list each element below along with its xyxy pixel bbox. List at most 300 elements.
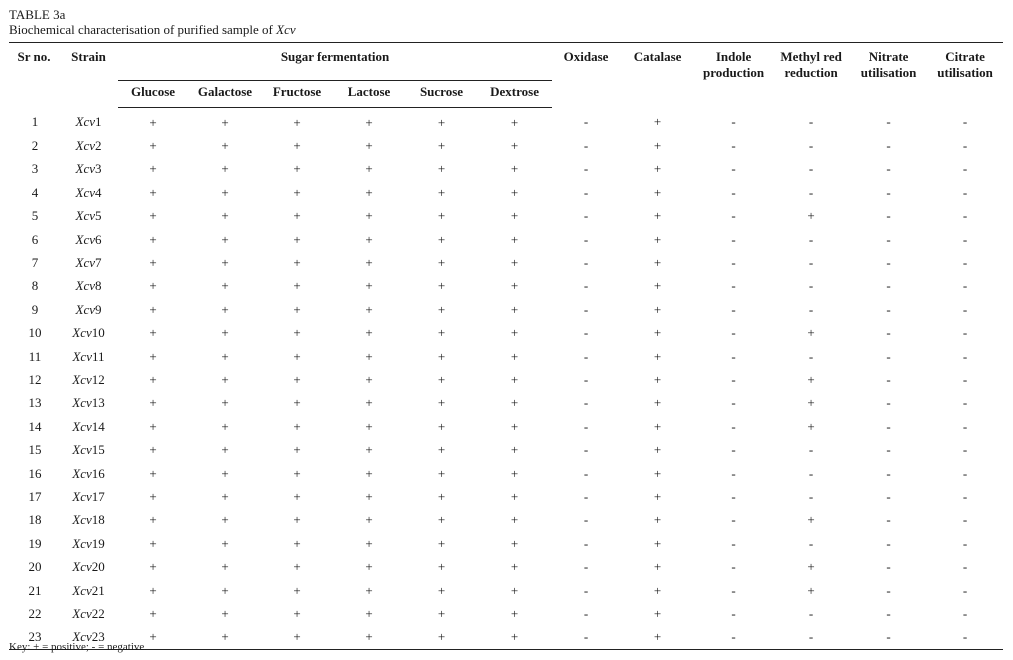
cell-sucrose: + bbox=[406, 626, 477, 650]
table-label: TABLE 3a bbox=[9, 7, 66, 22]
cell-fructose: + bbox=[293, 512, 301, 528]
cell-methyl-red: - bbox=[808, 161, 814, 177]
cell-glucose: + bbox=[149, 301, 157, 317]
cell-dextrose: + bbox=[510, 278, 519, 294]
cell-oxidase: - bbox=[583, 535, 589, 551]
cell-nitrate: - bbox=[886, 161, 891, 177]
strain-prefix: Xcv bbox=[75, 278, 95, 294]
table-row bbox=[9, 579, 1003, 602]
cell-oxidase: - bbox=[583, 582, 589, 598]
cell-galactose: + bbox=[221, 301, 229, 317]
cell-sucrose: + bbox=[437, 535, 446, 551]
table-row bbox=[9, 602, 1003, 625]
cell-citrate: - bbox=[962, 184, 968, 200]
cell-sr-no: 13 bbox=[28, 395, 42, 411]
cell-oxidase: - bbox=[583, 488, 589, 504]
strain-number: 18 bbox=[91, 512, 105, 528]
cell-lactose: + bbox=[365, 138, 373, 154]
strain-number: 22 bbox=[91, 605, 105, 621]
cell-indole: - bbox=[731, 395, 736, 411]
cell-strain bbox=[59, 205, 118, 228]
cell-lactose: + bbox=[365, 535, 373, 551]
cell-nitrate: - bbox=[886, 184, 891, 200]
strain-prefix: Xcv bbox=[72, 605, 92, 621]
cell-citrate: - bbox=[962, 605, 968, 621]
cell-oxidase: - bbox=[583, 605, 589, 621]
cell-fructose: + bbox=[293, 138, 301, 154]
strain-prefix: Xcv bbox=[75, 138, 95, 154]
cell-glucose: + bbox=[149, 605, 157, 621]
cell-glucose: + bbox=[149, 535, 157, 551]
table-body bbox=[9, 108, 1003, 650]
table-row bbox=[9, 205, 1003, 228]
strain-number: 21 bbox=[91, 582, 105, 598]
cell-fructose: + bbox=[293, 301, 301, 317]
strain-number: 15 bbox=[91, 442, 105, 458]
strain-number: 4 bbox=[94, 184, 102, 200]
cell-glucose: + bbox=[149, 325, 157, 341]
cell-dextrose: + bbox=[510, 582, 519, 598]
cell-nitrate: - bbox=[886, 231, 891, 247]
cell-dextrose: + bbox=[510, 208, 519, 224]
header-sucrose: Sucrose bbox=[406, 81, 477, 108]
cell-dextrose: + bbox=[510, 231, 519, 247]
cell-methyl-red: - bbox=[808, 535, 814, 551]
cell-sr-no: 6 bbox=[31, 231, 39, 247]
cell-sr-no: 12 bbox=[28, 371, 42, 387]
cell-indole: - bbox=[731, 278, 736, 294]
cell-methyl-red: - bbox=[808, 605, 814, 621]
cell-catalase: + bbox=[653, 301, 662, 317]
cell-lactose: + bbox=[365, 255, 373, 271]
cell-nitrate: - bbox=[886, 512, 891, 528]
strain-prefix: Xcv bbox=[72, 348, 92, 364]
cell-catalase: + bbox=[653, 325, 662, 341]
cell-sucrose: + bbox=[437, 208, 446, 224]
cell-indole: - bbox=[695, 626, 772, 650]
cell-citrate: - bbox=[962, 465, 968, 481]
cell-dextrose: + bbox=[510, 301, 519, 317]
header-fructose: Fructose bbox=[262, 81, 332, 108]
cell-fructose: + bbox=[293, 465, 301, 481]
strain-number: 5 bbox=[94, 208, 102, 224]
cell-galactose: + bbox=[221, 465, 229, 481]
cell-methyl-red: - bbox=[808, 114, 814, 130]
table-row bbox=[9, 228, 1003, 251]
cell-nitrate: - bbox=[850, 626, 927, 650]
cell-citrate: - bbox=[962, 255, 968, 271]
cell-sucrose: + bbox=[437, 488, 446, 504]
cell-catalase: + bbox=[653, 418, 662, 434]
strain-prefix: Xcv bbox=[72, 395, 92, 411]
cell-catalase: + bbox=[653, 535, 662, 551]
strain-prefix: Xcv bbox=[72, 418, 92, 434]
cell-strain bbox=[59, 485, 118, 508]
strain-prefix: Xcv bbox=[72, 629, 92, 645]
cell-lactose: + bbox=[365, 325, 373, 341]
cell-dextrose: + bbox=[510, 535, 519, 551]
cell-citrate: - bbox=[962, 325, 968, 341]
cell-sr-no: 1 bbox=[31, 114, 39, 130]
strain-number: 17 bbox=[91, 488, 105, 504]
strain-prefix: Xcv bbox=[72, 325, 92, 341]
cell-sucrose: + bbox=[437, 418, 446, 434]
cell-lactose: + bbox=[365, 559, 373, 575]
cell-galactose: + bbox=[221, 512, 229, 528]
cell-nitrate: - bbox=[886, 255, 891, 271]
cell-nitrate: - bbox=[886, 325, 891, 341]
cell-sr-no: 21 bbox=[28, 582, 42, 598]
cell-citrate: - bbox=[962, 301, 968, 317]
cell-galactose: + bbox=[221, 395, 229, 411]
cell-oxidase: - bbox=[583, 442, 589, 458]
cell-lactose: + bbox=[365, 488, 373, 504]
cell-glucose: + bbox=[149, 278, 157, 294]
header-indole-production: Indole production bbox=[695, 43, 772, 108]
strain-number: 16 bbox=[91, 465, 105, 481]
cell-sucrose: + bbox=[437, 559, 446, 575]
strain-prefix: Xcv bbox=[75, 301, 95, 317]
cell-sr-no: 14 bbox=[28, 418, 42, 434]
cell-oxidase: - bbox=[583, 559, 589, 575]
cell-methyl-red: - bbox=[808, 465, 814, 481]
cell-glucose: + bbox=[149, 488, 157, 504]
strain-prefix: Xcv bbox=[72, 582, 92, 598]
header-lactose: Lactose bbox=[332, 81, 406, 108]
cell-indole: - bbox=[731, 488, 736, 504]
cell-nitrate: - bbox=[886, 418, 891, 434]
cell-catalase: + bbox=[653, 278, 662, 294]
cell-methyl-red: - bbox=[808, 278, 814, 294]
cell-dextrose: + bbox=[510, 255, 519, 271]
cell-glucose: + bbox=[149, 184, 157, 200]
table-row bbox=[9, 322, 1003, 345]
cell-lactose: + bbox=[365, 301, 373, 317]
cell-methyl-red: - bbox=[808, 231, 814, 247]
cell-methyl-red: - bbox=[772, 626, 850, 650]
cell-strain bbox=[59, 555, 118, 578]
cell-indole: - bbox=[731, 465, 736, 481]
cell-fructose: + bbox=[293, 605, 301, 621]
cell-glucose: + bbox=[149, 442, 157, 458]
strain-prefix: Xcv bbox=[72, 535, 92, 551]
strain-prefix: Xcv bbox=[72, 512, 92, 528]
cell-citrate: - bbox=[962, 348, 968, 364]
cell-galactose: + bbox=[221, 161, 229, 177]
cell-catalase: + bbox=[653, 114, 662, 130]
cell-strain bbox=[59, 368, 118, 391]
table-row bbox=[9, 181, 1003, 204]
cell-nitrate: - bbox=[886, 559, 891, 575]
cell-sr-no: 5 bbox=[31, 208, 39, 224]
cell-nitrate: - bbox=[886, 535, 891, 551]
cell-fructose: + bbox=[293, 255, 301, 271]
cell-sr-no: 15 bbox=[28, 442, 42, 458]
cell-methyl-red: - bbox=[808, 255, 814, 271]
cell-indole: - bbox=[731, 114, 736, 130]
cell-oxidase: - bbox=[552, 626, 620, 650]
cell-lactose: + bbox=[365, 114, 373, 130]
cell-nitrate: - bbox=[886, 301, 891, 317]
cell-catalase: + bbox=[653, 255, 662, 271]
cell-indole: - bbox=[731, 208, 736, 224]
cell-lactose: + bbox=[365, 208, 373, 224]
strain-number: 1 bbox=[94, 114, 102, 130]
cell-galactose: + bbox=[221, 582, 229, 598]
cell-nitrate: - bbox=[886, 278, 891, 294]
cell-sucrose: + bbox=[437, 255, 446, 271]
strain-number: 9 bbox=[94, 301, 102, 317]
cell-citrate: - bbox=[962, 512, 968, 528]
strain-prefix: Xcv bbox=[75, 208, 95, 224]
cell-glucose: + bbox=[149, 161, 157, 177]
cell-citrate: - bbox=[962, 161, 968, 177]
cell-sr-no: 19 bbox=[28, 535, 42, 551]
cell-strain bbox=[59, 181, 118, 204]
cell-fructose: + bbox=[293, 231, 301, 247]
cell-fructose: + bbox=[293, 535, 301, 551]
cell-sucrose: + bbox=[437, 161, 446, 177]
cell-sucrose: + bbox=[437, 465, 446, 481]
cell-catalase: + bbox=[653, 161, 662, 177]
cell-sucrose: + bbox=[437, 278, 446, 294]
table-row bbox=[9, 509, 1003, 532]
cell-sr-no: 4 bbox=[31, 184, 39, 200]
table-row bbox=[9, 415, 1003, 438]
cell-sucrose: + bbox=[437, 371, 446, 387]
cell-fructose: + bbox=[293, 278, 301, 294]
cell-sr-no: 16 bbox=[28, 465, 42, 481]
cell-catalase: + bbox=[653, 231, 662, 247]
cell-sr-no: 3 bbox=[31, 161, 39, 177]
table-title-organism: Xcv bbox=[276, 22, 296, 37]
strain-number: 8 bbox=[94, 278, 102, 294]
cell-citrate: - bbox=[962, 231, 968, 247]
cell-lactose: + bbox=[365, 371, 373, 387]
cell-galactose: + bbox=[221, 442, 229, 458]
cell-sr-no: 11 bbox=[28, 348, 42, 364]
cell-oxidase: - bbox=[583, 465, 589, 481]
cell-strain bbox=[59, 392, 118, 415]
cell-nitrate: - bbox=[886, 208, 891, 224]
cell-dextrose: + bbox=[510, 184, 519, 200]
table-row bbox=[9, 485, 1003, 508]
cell-methyl-red: + bbox=[807, 208, 815, 224]
cell-dextrose: + bbox=[510, 465, 519, 481]
cell-strain bbox=[59, 462, 118, 485]
cell-glucose: + bbox=[149, 395, 157, 411]
strain-number: 6 bbox=[94, 231, 102, 247]
cell-nitrate: - bbox=[886, 371, 891, 387]
cell-catalase: + bbox=[653, 395, 662, 411]
strain-prefix: Xcv bbox=[75, 114, 95, 130]
cell-glucose: + bbox=[149, 114, 157, 130]
cell-galactose: + bbox=[221, 535, 229, 551]
table-row bbox=[9, 345, 1003, 368]
cell-citrate: - bbox=[962, 535, 968, 551]
strain-prefix: Xcv bbox=[72, 371, 92, 387]
cell-methyl-red: - bbox=[808, 442, 814, 458]
table-key: Key: + = positive; - = negative bbox=[9, 641, 145, 653]
cell-catalase: + bbox=[653, 138, 662, 154]
cell-methyl-red: + bbox=[807, 325, 815, 341]
cell-catalase: + bbox=[653, 559, 662, 575]
table-row bbox=[9, 158, 1003, 181]
cell-sr-no: 10 bbox=[28, 325, 42, 341]
cell-lactose: + bbox=[365, 418, 373, 434]
cell-fructose: + bbox=[293, 582, 301, 598]
cell-galactose: + bbox=[221, 278, 229, 294]
cell-citrate: - bbox=[962, 442, 968, 458]
cell-galactose: + bbox=[221, 184, 229, 200]
table-caption bbox=[9, 7, 296, 37]
table-title-text: Biochemical characterisation of purified sample of bbox=[9, 22, 277, 37]
cell-sucrose: + bbox=[437, 114, 446, 130]
cell-lactose: + bbox=[365, 465, 373, 481]
cell-fructose: + bbox=[293, 395, 301, 411]
cell-strain bbox=[59, 158, 118, 181]
cell-galactose: + bbox=[221, 559, 229, 575]
cell-glucose: + bbox=[149, 559, 157, 575]
cell-nitrate: - bbox=[886, 348, 891, 364]
cell-galactose: + bbox=[221, 138, 229, 154]
cell-methyl-red: + bbox=[807, 582, 815, 598]
cell-fructose: + bbox=[293, 418, 301, 434]
cell-methyl-red: + bbox=[807, 371, 815, 387]
cell-sucrose: + bbox=[437, 184, 446, 200]
biochemical-table bbox=[9, 42, 1003, 650]
cell-oxidase: - bbox=[583, 231, 589, 247]
cell-methyl-red: - bbox=[808, 348, 814, 364]
cell-indole: - bbox=[731, 559, 736, 575]
cell-catalase: + bbox=[653, 488, 662, 504]
cell-strain bbox=[59, 345, 118, 368]
cell-galactose: + bbox=[221, 605, 229, 621]
cell-methyl-red: - bbox=[808, 301, 814, 317]
cell-lactose: + bbox=[365, 582, 373, 598]
cell-indole: - bbox=[731, 301, 736, 317]
cell-indole: - bbox=[731, 161, 736, 177]
cell-sucrose: + bbox=[437, 605, 446, 621]
cell-citrate: - bbox=[962, 114, 968, 130]
cell-glucose: + bbox=[149, 582, 157, 598]
cell-dextrose: + bbox=[510, 559, 519, 575]
cell-strain bbox=[59, 579, 118, 602]
strain-prefix: Xcv bbox=[75, 184, 95, 200]
cell-oxidase: - bbox=[583, 208, 589, 224]
strain-number: 3 bbox=[94, 161, 102, 177]
cell-glucose: + bbox=[118, 626, 188, 650]
cell-nitrate: - bbox=[886, 138, 891, 154]
header-galactose: Galactose bbox=[188, 81, 262, 108]
header-sr-no: Sr no. bbox=[9, 43, 59, 108]
cell-oxidase: - bbox=[583, 184, 589, 200]
cell-sr-no: 18 bbox=[28, 512, 42, 528]
cell-nitrate: - bbox=[886, 605, 891, 621]
cell-sucrose: + bbox=[437, 512, 446, 528]
cell-dextrose: + bbox=[510, 395, 519, 411]
cell-glucose: + bbox=[149, 512, 157, 528]
cell-oxidase: - bbox=[583, 278, 589, 294]
cell-nitrate: - bbox=[886, 395, 891, 411]
cell-fructose: + bbox=[293, 208, 301, 224]
cell-lactose: + bbox=[365, 231, 373, 247]
cell-glucose: + bbox=[149, 231, 157, 247]
cell-indole: - bbox=[731, 255, 736, 271]
cell-dextrose: + bbox=[510, 161, 519, 177]
cell-nitrate: - bbox=[886, 582, 891, 598]
strain-prefix: Xcv bbox=[75, 231, 95, 247]
cell-lactose: + bbox=[365, 278, 373, 294]
cell-catalase: + bbox=[653, 442, 662, 458]
cell-sucrose: + bbox=[437, 231, 446, 247]
cell-strain bbox=[59, 322, 118, 345]
cell-strain bbox=[59, 415, 118, 438]
cell-dextrose: + bbox=[477, 626, 552, 650]
table-row bbox=[9, 392, 1003, 415]
cell-citrate: - bbox=[962, 208, 968, 224]
cell-fructose: + bbox=[293, 442, 301, 458]
cell-oxidase: - bbox=[583, 325, 589, 341]
cell-sr-no: 7 bbox=[31, 255, 39, 271]
cell-catalase: + bbox=[653, 512, 662, 528]
cell-lactose: + bbox=[332, 626, 406, 650]
strain-prefix: Xcv bbox=[72, 465, 92, 481]
cell-glucose: + bbox=[149, 208, 157, 224]
cell-indole: - bbox=[731, 184, 736, 200]
cell-fructose: + bbox=[293, 559, 301, 575]
cell-strain bbox=[59, 438, 118, 461]
cell-galactose: + bbox=[221, 231, 229, 247]
cell-citrate: - bbox=[962, 559, 968, 575]
cell-galactose: + bbox=[221, 114, 229, 130]
cell-strain bbox=[59, 532, 118, 555]
table-row bbox=[9, 275, 1003, 298]
cell-sucrose: + bbox=[437, 442, 446, 458]
cell-oxidase: - bbox=[583, 138, 589, 154]
cell-dextrose: + bbox=[510, 138, 519, 154]
header-oxidase: Oxidase bbox=[552, 43, 620, 108]
cell-sr-no: 2 bbox=[31, 138, 39, 154]
header-glucose: Glucose bbox=[118, 81, 188, 108]
cell-indole: - bbox=[731, 325, 736, 341]
cell-nitrate: - bbox=[886, 488, 891, 504]
strain-prefix: Xcv bbox=[72, 442, 92, 458]
table-row bbox=[9, 626, 1003, 650]
cell-methyl-red: + bbox=[807, 418, 815, 434]
strain-number: 11 bbox=[91, 348, 105, 364]
cell-strain bbox=[59, 108, 118, 135]
cell-galactose: + bbox=[221, 371, 229, 387]
cell-fructose: + bbox=[293, 348, 301, 364]
cell-galactose: + bbox=[221, 488, 229, 504]
strain-number: 13 bbox=[91, 395, 105, 411]
cell-glucose: + bbox=[149, 255, 157, 271]
table-row bbox=[9, 368, 1003, 391]
table-row bbox=[9, 108, 1003, 135]
header-catalase: Catalase bbox=[620, 43, 695, 108]
cell-fructose: + bbox=[262, 626, 332, 650]
cell-oxidase: - bbox=[583, 114, 589, 130]
cell-strain bbox=[59, 275, 118, 298]
cell-lactose: + bbox=[365, 442, 373, 458]
cell-catalase: + bbox=[620, 626, 695, 650]
cell-citrate: - bbox=[962, 371, 968, 387]
cell-sr-no: 8 bbox=[31, 278, 39, 294]
cell-oxidase: - bbox=[583, 348, 589, 364]
cell-galactose: + bbox=[221, 348, 229, 364]
cell-indole: - bbox=[731, 138, 736, 154]
